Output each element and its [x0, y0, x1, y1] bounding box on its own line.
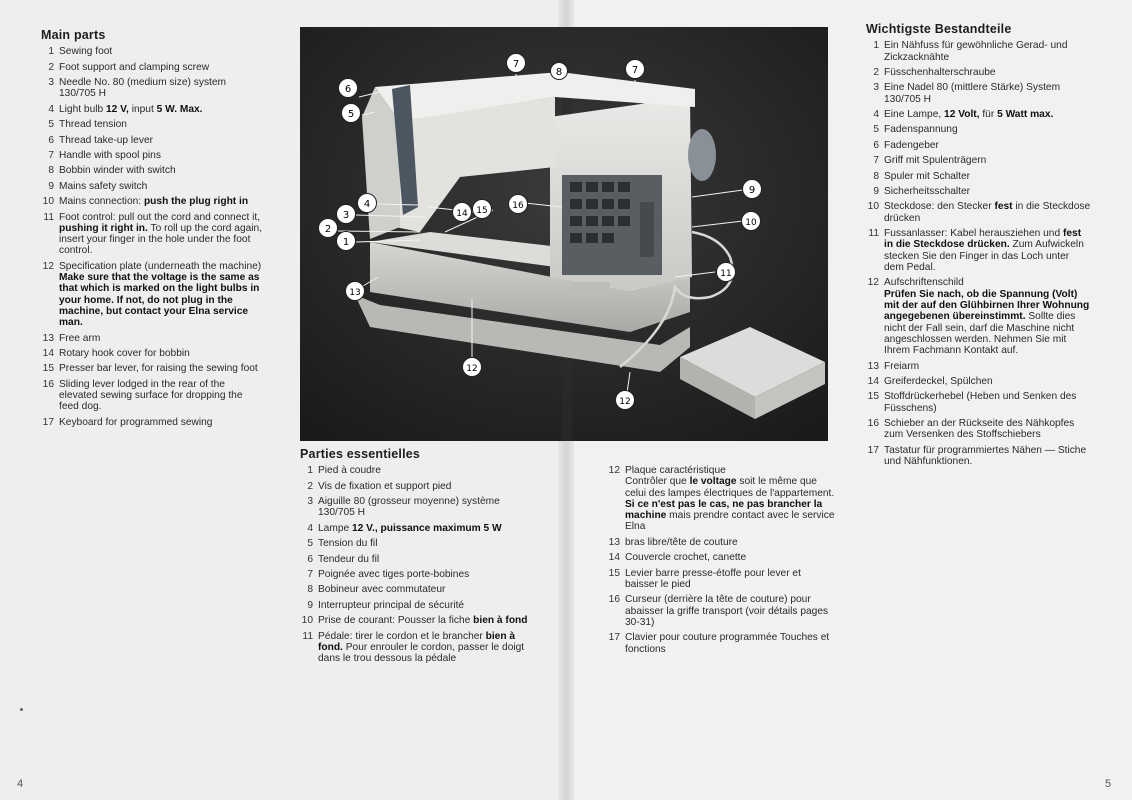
item-number: 8 [48, 165, 54, 177]
list-item [41, 150, 263, 161]
item-number: 1 [307, 465, 313, 477]
callout-8 [551, 63, 568, 80]
item-text [884, 391, 1076, 413]
sewing-machine-photo [300, 27, 828, 441]
page-number-left: 4 [17, 778, 24, 790]
item-text-run: Presser bar lever, for raising the sewing foot [59, 363, 258, 375]
item-text-run: Sewing foot [59, 46, 113, 58]
item-text-run: soit le même que celui des lampes électriques de l'appartement. [625, 476, 835, 499]
callout-4 [358, 194, 377, 213]
item-text-run: Füsschenhalterschraube [884, 66, 996, 78]
svg-text:11: 11 [720, 269, 732, 279]
list-item [607, 552, 835, 563]
item-text [884, 418, 1074, 440]
item-number: 13 [42, 332, 54, 344]
callout-1 [337, 232, 356, 251]
item-number: 3 [307, 496, 313, 508]
list-item [866, 124, 1091, 135]
list-item [866, 418, 1091, 441]
svg-text:12: 12 [619, 397, 631, 407]
list-item [866, 171, 1091, 182]
item-number: 4 [307, 522, 313, 534]
item-number: 13 [608, 536, 620, 548]
item-text-run: Tension du fil [318, 538, 378, 550]
list-item [607, 465, 835, 533]
svg-text:7: 7 [631, 65, 639, 76]
item-text-run: Spuler mit Schalter [884, 170, 971, 182]
svg-text:6: 6 [344, 84, 352, 95]
item-text [318, 615, 528, 626]
item-text [318, 538, 377, 549]
svg-text:1: 1 [342, 237, 350, 248]
item-text [884, 140, 939, 151]
item-text-run: Specification plate (underneath the machine) [59, 260, 262, 272]
german-heading: Wichtigste Bestandteile [866, 22, 1012, 36]
list-item [607, 594, 835, 628]
list-item [607, 632, 835, 655]
item-text-run: Lampe [318, 522, 352, 534]
english-parts-list [41, 30, 263, 432]
callout-7b [626, 60, 645, 79]
item-number: 5 [307, 538, 313, 550]
item-text-run: Rotary hook cover for bobbin [59, 348, 190, 360]
item-text-bold: bien à fond. [318, 630, 516, 653]
item-text [884, 40, 1067, 62]
item-text [884, 109, 1053, 120]
item-text [59, 212, 262, 257]
callout-7a [507, 54, 526, 73]
list-item [41, 104, 263, 115]
item-number: 12 [42, 260, 54, 272]
item-number: 15 [867, 391, 879, 403]
list-item [300, 538, 532, 549]
item-number: 6 [873, 139, 879, 151]
item-number: 5 [48, 119, 54, 131]
item-text-run: Eine Lampe, [884, 109, 945, 121]
list-item [866, 391, 1091, 414]
list-item [41, 417, 263, 428]
item-text-run: To roll up the cord again, insert your finger in the hole under the foot control. [59, 222, 263, 257]
list-item [866, 361, 1091, 372]
french-heading: Parties essentielles [300, 447, 421, 461]
item-text-bold: bien à fond [473, 615, 528, 627]
svg-text:7: 7 [512, 59, 520, 70]
callout-15 [453, 203, 472, 222]
item-text [59, 46, 112, 57]
item-number: 1 [48, 46, 54, 58]
svg-text:2: 2 [324, 224, 332, 235]
list-item [41, 62, 263, 73]
item-text-run: Sliding lever lodged in the rear of the elevated sewing surface for dropping the feed dog. [59, 378, 243, 413]
item-text [884, 445, 1086, 467]
item-number: 16 [608, 594, 620, 606]
list-item [41, 77, 263, 100]
item-text-run: Sollte dies nicht der Fall sein, darf die Maschine nicht angeschlossen werden. Nehmen Sie mit Ihrem Fachmann Kontakt auf. [884, 311, 1076, 357]
item-text-run: Thread tension [59, 119, 127, 131]
list-item [41, 348, 263, 359]
item-text-bold: fest in die Steckdose drücken. [884, 228, 1082, 251]
item-text-run: Mains safety switch [59, 180, 148, 192]
item-number: 10 [42, 196, 54, 208]
list-item [300, 584, 532, 595]
list-item [866, 186, 1091, 197]
list-item [866, 155, 1091, 166]
item-text-run: Plaque caractéristique [625, 465, 726, 476]
svg-text:4: 4 [363, 199, 371, 210]
callout-14 [346, 282, 365, 301]
svg-text:13: 13 [349, 288, 361, 298]
list-item [41, 119, 263, 130]
callout-6 [339, 79, 358, 98]
item-text [884, 277, 1089, 356]
item-text [884, 155, 986, 166]
french-items [300, 465, 532, 664]
svg-text:15: 15 [476, 206, 488, 216]
callout-13 [463, 358, 482, 377]
item-text [59, 62, 209, 73]
item-text-run: für [979, 109, 998, 121]
handwheel [688, 129, 716, 181]
item-number: 14 [867, 375, 879, 387]
item-text [59, 333, 100, 344]
callout-10 [742, 212, 761, 231]
svg-text:8: 8 [555, 67, 563, 78]
list-item [300, 554, 532, 565]
item-text-run: Pédale: tirer le cordon et le brancher [318, 630, 486, 642]
list-item [866, 140, 1091, 151]
item-text-run: Schieber an der Rückseite des Nähkopfes zum Versenken des Stoffschiebers [884, 418, 1075, 441]
list-item [607, 537, 835, 548]
list-item [300, 631, 532, 665]
list-item [41, 165, 263, 176]
item-text [625, 465, 835, 532]
list-item [41, 181, 263, 192]
item-text [318, 631, 524, 665]
list-item [41, 212, 263, 257]
item-text [884, 201, 1090, 223]
item-text-run: Tastatur für programmiertes Nähen — Stiche und Nähfunktionen. [884, 444, 1087, 467]
item-text-run: Handle with spool pins [59, 149, 161, 161]
item-number: 2 [873, 66, 879, 78]
item-number: 16 [867, 418, 879, 430]
item-text [59, 196, 248, 207]
item-text [884, 82, 1060, 104]
list-item [41, 196, 263, 207]
list-item [866, 445, 1091, 468]
page-mark [20, 708, 23, 711]
item-number: 8 [307, 584, 313, 596]
item-text-bold: Make sure that the voltage is the same as that which is marked on the light bulbs in your home. If not, do not plug in the machine, but contact your Elna service man. [59, 272, 260, 329]
item-text-run: Needle No. 80 (medium size) system 130/705 H [59, 77, 227, 100]
item-text [318, 569, 469, 580]
item-text [884, 171, 970, 182]
item-text [625, 537, 738, 548]
item-text-run: Bobineur avec commutateur [318, 584, 446, 596]
callout-12 [616, 391, 635, 410]
item-number: 15 [42, 363, 54, 375]
item-text [59, 150, 161, 161]
item-text-bold: 12 Volt, [944, 109, 980, 121]
item-text-run: Interrupteur principal de sécurité [318, 599, 465, 611]
item-text-bold: fest [994, 201, 1013, 213]
item-text [625, 568, 801, 590]
item-number: 14 [608, 552, 620, 564]
item-number: 9 [48, 180, 54, 192]
item-text-bold: Si ce n'est pas le cas, ne pas brancher la machine [625, 498, 823, 522]
item-number: 7 [873, 155, 879, 167]
list-item [41, 363, 263, 374]
item-text-run: Foot support and clamping screw [59, 61, 210, 73]
list-item [41, 135, 263, 146]
callout-17 [509, 195, 528, 214]
list-item [41, 261, 263, 329]
item-number: 7 [307, 568, 313, 580]
list-item [607, 568, 835, 591]
item-number: 3 [48, 77, 54, 89]
item-number: 8 [873, 170, 879, 182]
item-number: 15 [608, 567, 620, 579]
list-item [866, 67, 1091, 78]
item-text-run: Pour enrouler le cordon, passer le doigt dans le trou dessous la pédale [318, 641, 525, 665]
item-text-run: mais prendre contact avec le service Elna [625, 510, 835, 533]
item-number: 11 [868, 228, 879, 240]
item-text-run: Pied à coudre [318, 465, 381, 477]
svg-text:5: 5 [347, 109, 355, 120]
item-number: 9 [307, 599, 313, 611]
item-number: 6 [307, 553, 313, 565]
english-heading: Main parts [41, 28, 106, 42]
item-text [884, 361, 919, 372]
item-number: 5 [873, 124, 879, 136]
item-number: 4 [873, 109, 879, 121]
item-text-run: Bobbin winder with switch [59, 165, 176, 177]
item-text-bold: 12 V., puissance maximum 5 W [351, 522, 502, 534]
item-text-run: Light bulb [59, 103, 107, 115]
item-number: 13 [867, 360, 879, 372]
item-text-run: Tendeur du fil [318, 553, 380, 565]
item-number: 17 [42, 416, 54, 428]
item-text-run: Eine Nadel 80 (mittlere Stärke) System 130/705 H [884, 82, 1061, 105]
item-text-run: bras libre/tête de couture [625, 536, 738, 548]
item-text [59, 104, 203, 115]
list-item [866, 82, 1091, 105]
german-items [866, 40, 1091, 467]
item-text-run: Free arm [59, 332, 101, 344]
item-number: 4 [48, 103, 54, 115]
item-text [59, 379, 243, 413]
list-item [300, 496, 532, 519]
item-text-run: Couvercle crochet, canette [625, 552, 747, 564]
page-number-right: 5 [1105, 778, 1112, 790]
item-text-run: Poignée avec tiges porte-bobines [318, 568, 470, 580]
list-item [300, 523, 532, 534]
item-text-run: Stoffdrückerhebel (Heben und Senken des Füsschens) [884, 391, 1077, 414]
item-number: 1 [873, 40, 879, 52]
item-text-run: Foot control: pull out the cord and connect it, [59, 211, 261, 223]
list-item [866, 201, 1091, 224]
list-item [300, 465, 532, 476]
callout-11 [717, 263, 736, 282]
callout-5 [342, 104, 361, 123]
item-text-run: Freiarm [884, 360, 920, 372]
callout-3 [337, 205, 356, 224]
svg-text:10: 10 [745, 218, 757, 228]
item-text-bold: pushing it right in. [59, 222, 148, 234]
item-text-bold: le voltage [689, 476, 737, 488]
callout-2 [319, 219, 338, 238]
item-text-run: Sicherheitsschalter [884, 186, 971, 198]
item-text-bold: push the plug right in [143, 196, 249, 208]
list-item [41, 379, 263, 413]
list-item [866, 228, 1091, 273]
item-text [884, 124, 958, 135]
item-text-run: input [128, 103, 157, 115]
item-text [318, 554, 379, 565]
item-text [59, 348, 190, 359]
item-text [59, 135, 153, 146]
item-text-run: Clavier pour couture programmée Touches et fonctions [625, 632, 830, 655]
svg-text:9: 9 [748, 185, 756, 196]
item-text [884, 67, 996, 78]
item-text-run: in die Steckdose drücken [884, 201, 1091, 224]
item-text [59, 261, 261, 328]
item-number: 11 [43, 211, 54, 223]
item-number: 6 [48, 134, 54, 146]
item-number: 14 [42, 348, 54, 360]
item-number: 3 [873, 82, 879, 94]
item-text [59, 119, 127, 130]
svg-text:3: 3 [342, 210, 350, 221]
item-text [318, 496, 500, 518]
item-text-run: Ein Nähfuss für gewöhnliche Gerad- und Zickzacknähte [884, 40, 1068, 63]
list-item [866, 40, 1091, 63]
item-number: 2 [48, 61, 54, 73]
item-number: 10 [867, 201, 879, 213]
item-text-run: Aiguille 80 (grosseur moyenne) système 130/705 H [318, 496, 500, 519]
item-number: 7 [48, 149, 54, 161]
item-number: 2 [307, 480, 313, 492]
item-number: 12 [867, 277, 879, 289]
svg-text:14: 14 [456, 209, 468, 219]
item-text-run: Contrôler que [625, 476, 690, 488]
item-text [625, 594, 828, 628]
list-item [41, 333, 263, 344]
french-items-continued [607, 465, 835, 655]
callout-9 [743, 180, 762, 199]
list-item [300, 481, 532, 492]
item-text-run: Thread take-up lever [59, 134, 154, 146]
german-parts-list [866, 24, 1091, 471]
item-text [884, 376, 993, 387]
french-parts-list-continued [607, 465, 835, 659]
item-text [318, 523, 502, 534]
svg-text:12: 12 [466, 364, 478, 374]
item-text-bold: 12 V, [106, 103, 129, 115]
item-text-run: Mains connection: [59, 196, 144, 208]
item-text [59, 77, 226, 99]
item-text-run: Greiferdeckel, Spülchen [884, 375, 993, 387]
item-number: 10 [301, 615, 313, 627]
item-number: 12 [608, 465, 620, 476]
callout-16 [473, 200, 492, 219]
list-item [300, 569, 532, 580]
item-text [318, 481, 451, 492]
item-text [59, 181, 147, 192]
item-text-run: Steckdose: den Stecker [884, 201, 995, 213]
item-text [59, 165, 176, 176]
item-text [318, 465, 381, 476]
list-item [41, 46, 263, 57]
item-text-run: Levier barre presse-étoffe pour lever et baisser le pied [625, 567, 801, 590]
item-text-bold: Prüfen Sie nach, ob die Spannung (Volt) mit der auf den Glühbirnen Ihrer Wohnung angegebenen übereinstimmt. [884, 288, 1090, 323]
french-parts-list [300, 449, 532, 668]
item-number: 17 [867, 444, 879, 456]
item-text-run: Keyboard for programmed sewing [59, 416, 213, 428]
item-text [318, 584, 445, 595]
item-text-run: Fadengeber [884, 139, 939, 151]
item-text [59, 417, 212, 428]
item-text [625, 632, 829, 654]
item-text-run: Vis de fixation et support pied [318, 480, 452, 492]
item-number: 16 [42, 378, 54, 390]
list-item [300, 615, 532, 626]
item-text [884, 186, 970, 197]
svg-text:16: 16 [512, 201, 524, 211]
item-text-run: Fussanlasser: Kabel herausziehen und [884, 228, 1063, 240]
list-item [866, 376, 1091, 387]
bobbin-cover [570, 282, 610, 294]
item-text [318, 600, 464, 611]
item-text-run: Prise de courant: Pousser la fiche [318, 615, 474, 627]
item-text [59, 363, 258, 374]
item-text-run: Curseur (derrière la tête de couture) pour abaisser la griffe transport (voir détails pages 30-31) [625, 594, 829, 628]
item-number: 11 [302, 630, 313, 642]
english-items [41, 46, 263, 428]
item-text-bold: 5 W. Max. [156, 103, 203, 115]
item-text-run: Aufschriftenschild [884, 277, 964, 289]
item-text [625, 552, 746, 563]
item-text [884, 228, 1084, 273]
item-text-run: Griff mit Spulenträgern [884, 155, 987, 167]
item-text-run: Fadenspannung [884, 124, 958, 136]
item-text-run: Zum Aufwickeln stecken Sie den Finger in das Loch unter dem Pedal. [884, 239, 1084, 273]
item-number: 17 [608, 632, 620, 644]
list-item [866, 109, 1091, 120]
list-item [866, 277, 1091, 356]
list-item [300, 600, 532, 611]
item-text-bold: 5 Watt max. [997, 109, 1054, 121]
item-number: 9 [873, 186, 879, 198]
